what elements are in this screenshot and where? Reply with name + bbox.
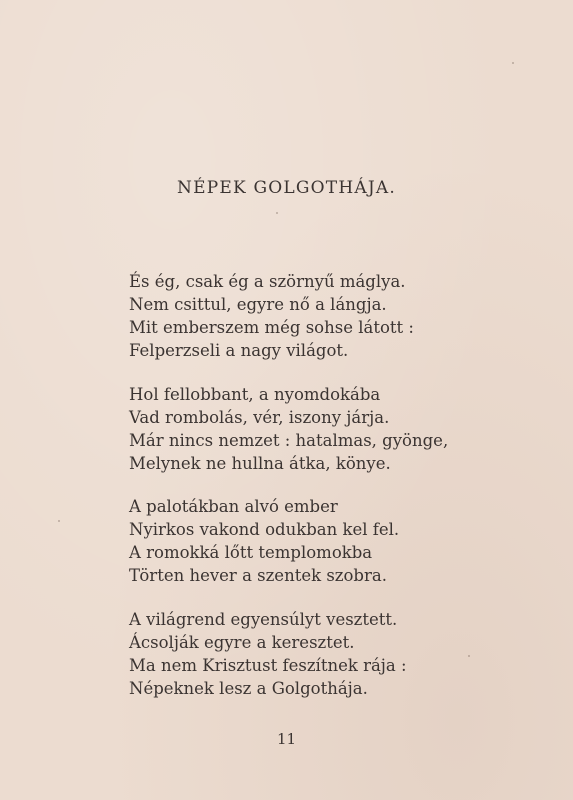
poem-line: Nyirkos vakond odukban kel fel.	[129, 520, 400, 539]
poem-line: És ég, csak ég a szörnyű máglya.	[129, 272, 406, 291]
poem-line: Már nincs nemzet : hatalmas, gyönge,	[129, 431, 449, 450]
stanza-1	[129, 270, 414, 362]
stanza-3	[129, 495, 399, 587]
stanza-2	[129, 383, 448, 475]
stanza-4	[129, 608, 407, 700]
poem-line: Ma nem Krisztust feszítnek rája :	[129, 656, 407, 675]
paper-speck	[468, 655, 470, 657]
poem-title: NÉPEK GOLGOTHÁJA.	[177, 178, 396, 198]
poem-line: A palotákban alvó ember	[129, 497, 338, 516]
poem-line: Nem csittul, egyre nő a lángja.	[129, 295, 387, 314]
poem-line: Vad rombolás, vér, iszony járja.	[129, 408, 390, 427]
poem-line: Hol fellobbant, a nyomdokába	[129, 385, 381, 404]
poem-line: Ácsolják egyre a keresztet.	[129, 633, 355, 652]
poem-line: A világrend egyensúlyt vesztett.	[129, 610, 398, 629]
page-number: 11	[276, 730, 297, 748]
poem-line: Melynek ne hullna átka, könye.	[129, 454, 391, 473]
poem-line: Népeknek lesz a Golgothája.	[129, 679, 368, 698]
paper-speck	[58, 520, 60, 522]
paper-speck	[276, 212, 278, 214]
poem-line: A romokká lőtt templomokba	[129, 543, 373, 562]
poem-line: Törten hever a szentek szobra.	[129, 566, 387, 585]
poem-line: Felperzseli a nagy világot.	[129, 341, 349, 360]
paper-speck	[512, 62, 514, 64]
poem-line: Mit emberszem még sohse látott :	[129, 318, 414, 337]
